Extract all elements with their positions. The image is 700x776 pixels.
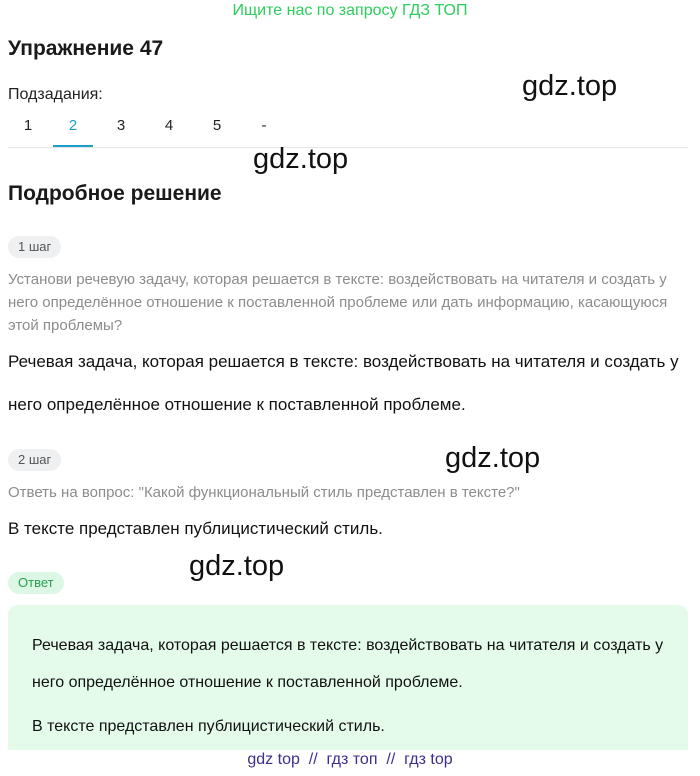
tab-1[interactable]: 1 <box>23 117 33 134</box>
step-hint: Ответь на вопрос: "Какой функциональный стиль представлен в тексте?" <box>8 484 520 501</box>
footer-links[interactable]: gdz top // гдз топ // гдз top <box>247 751 453 768</box>
tab-2[interactable]: 2 <box>53 110 93 147</box>
subtasks-label: Подзадания: <box>8 86 103 103</box>
promo-banner[interactable]: Ищите нас по запросу ГДЗ ТОП <box>232 2 468 19</box>
step-badge: 2 шаг <box>8 449 61 471</box>
step-answer: В тексте представлен публицистический стиль. <box>8 519 383 538</box>
tab-more[interactable]: - <box>261 117 267 134</box>
step-hint: Установи речевую задачу, которая решается в тексте: воздействовать на читателя и создать у него определённое отношение к поставленной проблеме или дать информацию, касающуюся этой проблемы? <box>8 271 668 334</box>
tab-3[interactable]: 3 <box>116 117 126 134</box>
step-badge: 1 шаг <box>8 236 61 258</box>
watermark: gdz.top <box>522 70 618 102</box>
answer-box <box>8 605 688 750</box>
watermark: gdz.top <box>445 442 541 474</box>
tab-5[interactable]: 5 <box>212 117 222 134</box>
answer-badge: Ответ <box>8 572 64 594</box>
page-title: Упражнение 47 <box>8 37 164 60</box>
answer-paragraph: В тексте представлен публицистический стиль. <box>32 718 385 735</box>
answer-paragraph: Речевая задача, которая решается в тексте: воздействовать на читателя и создать у него определённое отношение к поставленной проблеме. <box>32 637 664 691</box>
step-answer: Речевая задача, которая решается в тексте: воздействовать на читателя и создать у него определённое отношение к поставленной проблеме. <box>8 352 679 414</box>
tab-4[interactable]: 4 <box>164 117 174 134</box>
watermark: gdz.top <box>253 143 349 175</box>
solution-title: Подробное решение <box>8 182 222 205</box>
watermark: gdz.top <box>189 550 285 582</box>
